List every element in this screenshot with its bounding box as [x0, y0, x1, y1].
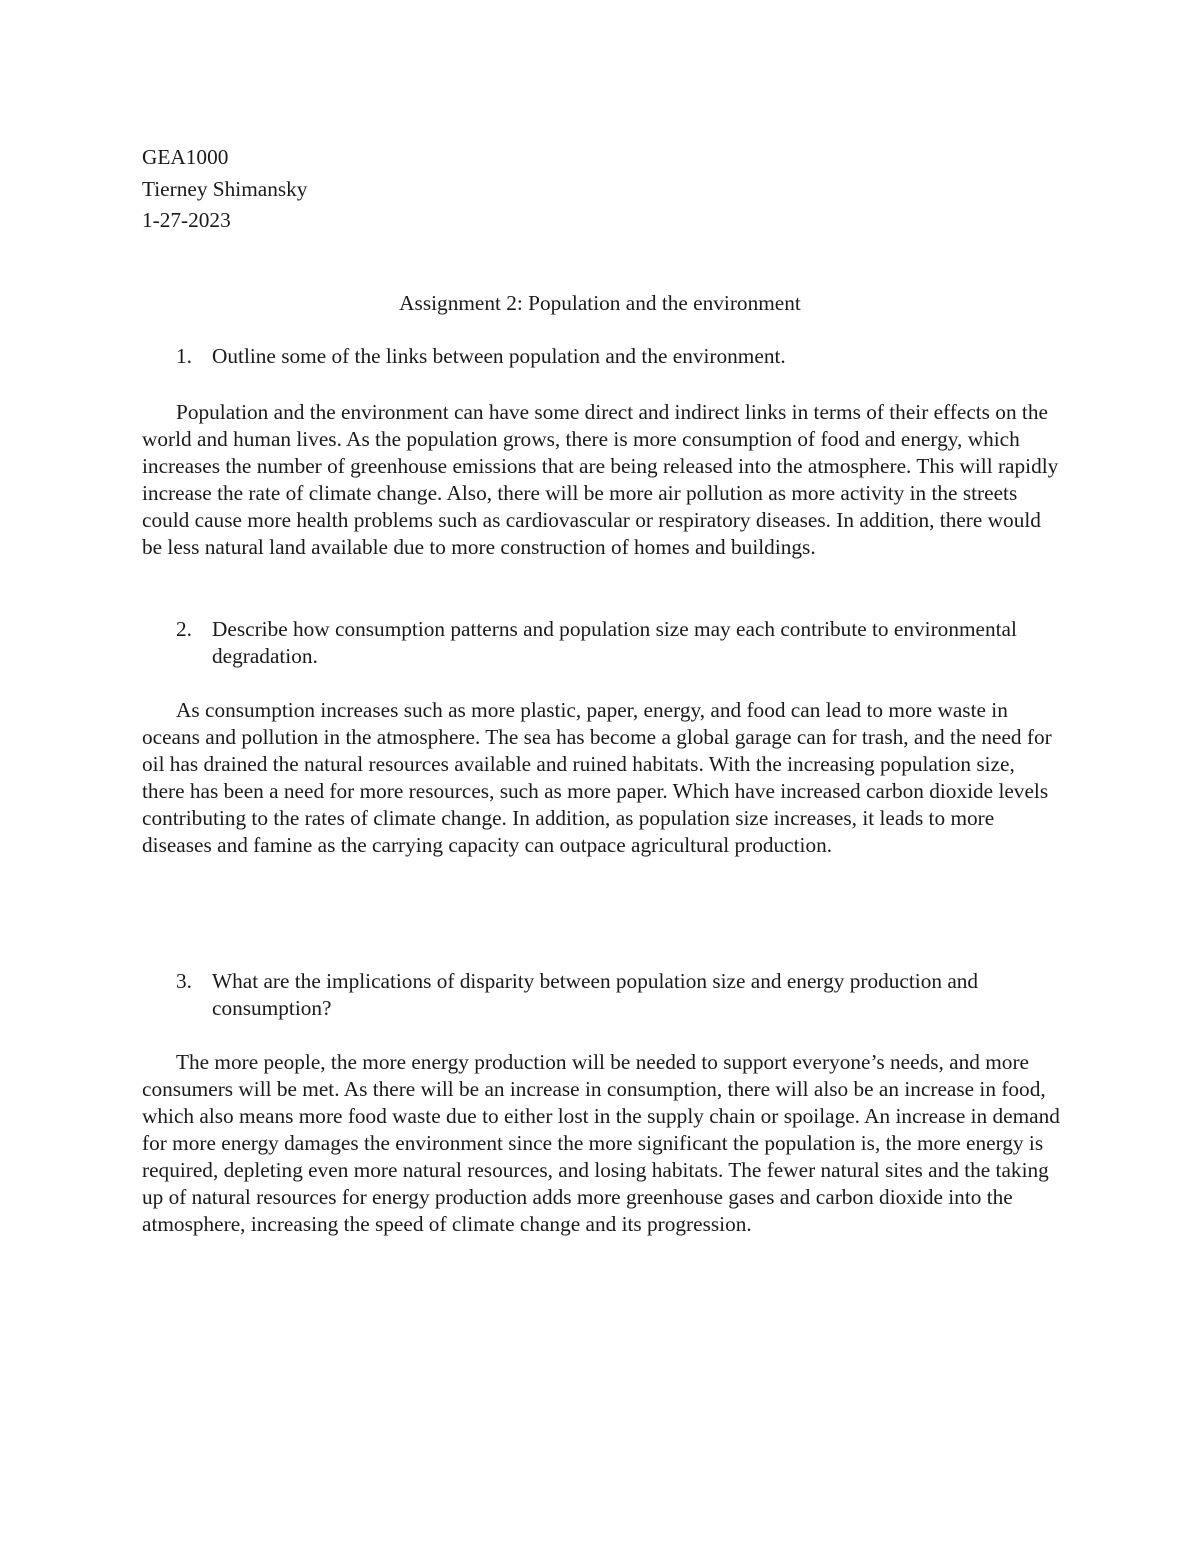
- question-number: 1.: [176, 344, 192, 368]
- question-text: What are the implications of disparity between population size and energy production and consumption?: [212, 969, 979, 1020]
- document-date: 1-27-2023: [142, 208, 231, 232]
- question-number: 2.: [176, 617, 192, 641]
- document-title: Assignment 2: Population and the environment: [399, 291, 801, 315]
- question-3: [176, 968, 1076, 1022]
- question-text: Outline some of the links between population and the environment.: [212, 344, 786, 368]
- course-code: GEA1000: [142, 145, 229, 169]
- answer-3: The more people, the more energy production will be needed to support everyone’s needs, and more consumers will be met. As there will be an increase in consumption, there will also be an increase in food, which also means more food waste due to either lost in the supply chain or spoilage. An increase in demand for more energy damages the environment since the more significant the population is, the more energy is required, depleting even more natural resources, and losing habitats. The fewer natural sites and the taking up of natural resources for energy production adds more greenhouse gases and carbon dioxide into the atmosphere, increasing the speed of climate change and its progression.: [142, 1050, 1060, 1236]
- question-1: [176, 343, 1076, 370]
- answer-1: Population and the environment can have some direct and indirect links in terms of their effects on the world and human lives. As the population grows, there is more consumption of food and energy, which increases the number of greenhouse emissions that are being released into the atmosphere. This will rapidly increase the rate of climate change. Also, there will be more air pollution as more activity in the streets could cause more health problems such as cardiovascular or respiratory diseases. In addition, there would be less natural land available due to more construction of homes and buildings.: [142, 400, 1059, 559]
- answer-2: As consumption increases such as more plastic, paper, energy, and food can lead to more waste in oceans and pollution in the atmosphere. The sea has become a global garage can for trash, and the need for oil has drained the natural resources available and ruined habitats. With the increasing population size, there has been a need for more resources, such as more paper. Which have increased carbon dioxide levels contributing to the rates of climate change. In addition, as population size increases, it leads to more diseases and famine as the carrying capacity can outpace agricultural production.: [142, 698, 1052, 857]
- question-2: [176, 616, 1076, 670]
- question-text: Describe how consumption patterns and population size may each contribute to environmental degradation.: [212, 617, 1017, 668]
- author-name: Tierney Shimansky: [142, 177, 308, 201]
- question-number: 3.: [176, 969, 192, 993]
